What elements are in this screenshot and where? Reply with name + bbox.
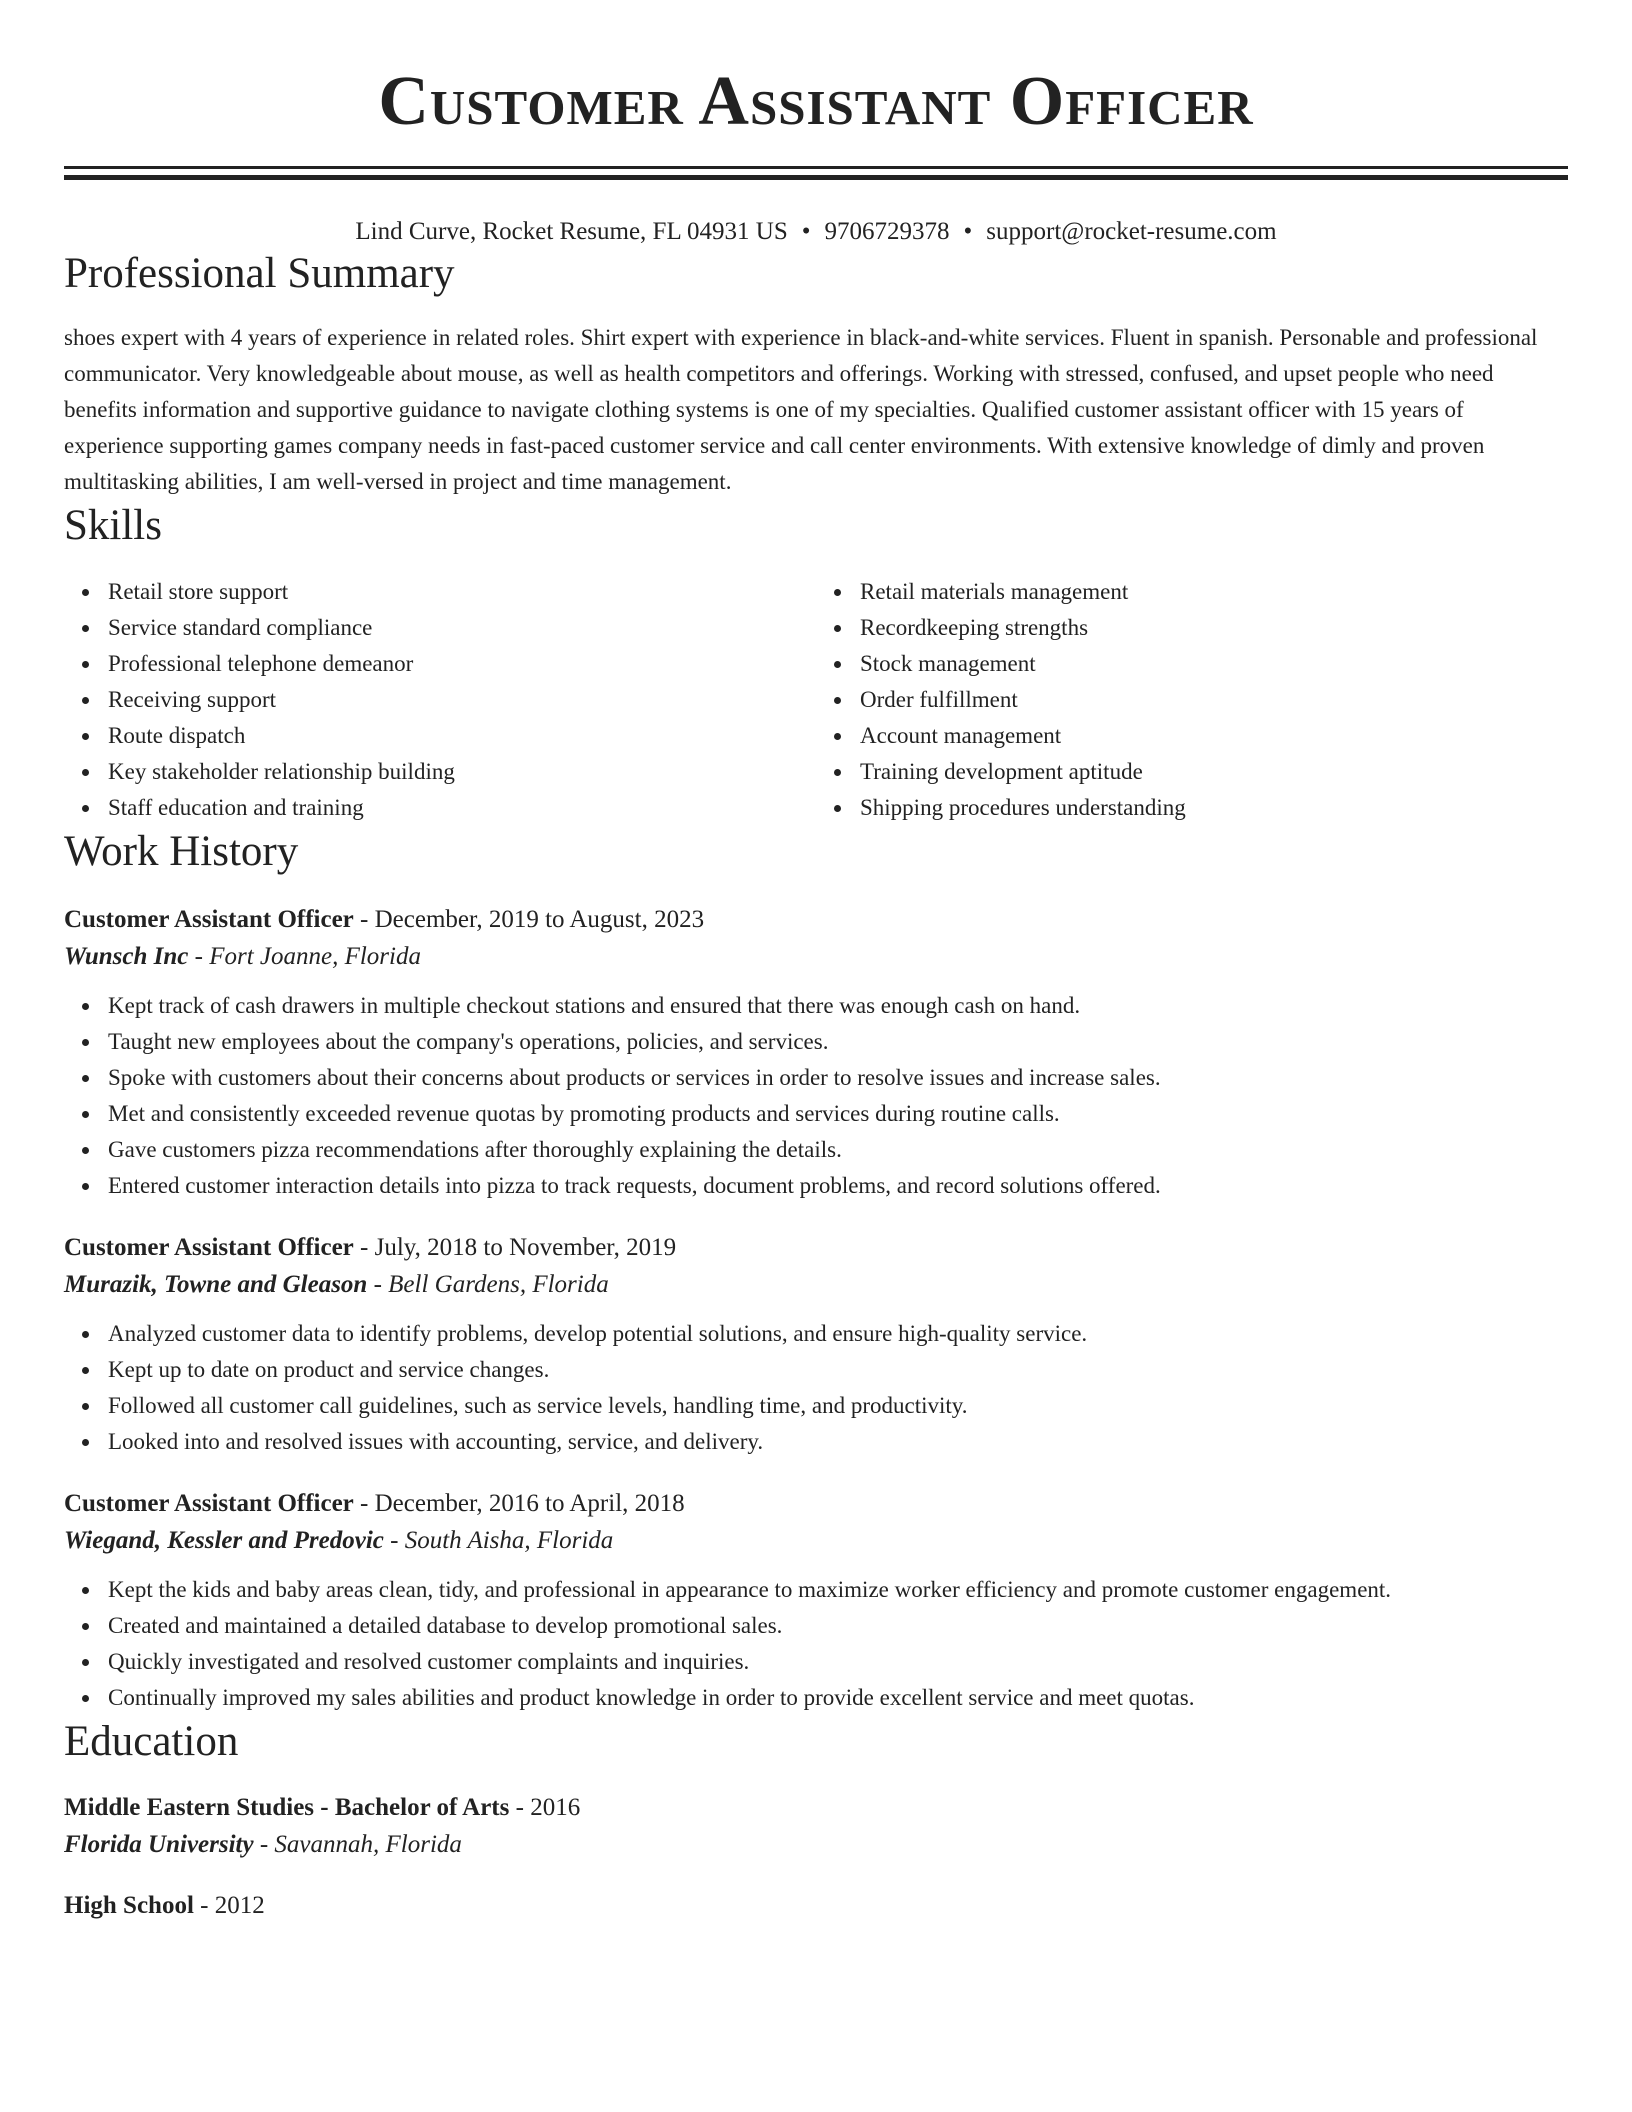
summary-heading: Professional Summary [64, 250, 455, 297]
skill-item: Recordkeeping strengths [860, 610, 1568, 646]
job-title-line [64, 1486, 1568, 1522]
job-location: - South Aisha, Florida [383, 1527, 614, 1554]
resume-name: Customer Assistant Officer [378, 63, 1254, 140]
job-company-line [64, 938, 1568, 976]
skill-item: Shipping procedures understanding [860, 790, 1568, 826]
job-company: Murazik, Towne and Gleason [64, 1271, 368, 1298]
education-year: - 2012 [193, 1892, 265, 1919]
education-degree-line [64, 1888, 1568, 1924]
education-entry [64, 1790, 1568, 1864]
job-entry [64, 1486, 1568, 1716]
job-duties [64, 1316, 1568, 1460]
header-rule-thin [64, 166, 1568, 169]
skills-column-left [64, 574, 816, 826]
job-entry [64, 1230, 1568, 1460]
job-duty: Spoke with customers about their concerns about products or services in order to resolve issues and increase sales. [108, 1060, 1568, 1096]
education-heading: Education [64, 1718, 239, 1765]
education-entry [64, 1888, 1568, 1924]
skill-item: Key stakeholder relationship building [108, 754, 816, 790]
contact-separator: • [963, 218, 973, 245]
job-dates: - December, 2016 to April, 2018 [353, 1490, 685, 1517]
job-company: Wiegand, Kessler and Predovic [64, 1527, 384, 1554]
job-duties [64, 988, 1568, 1204]
skills-list [64, 574, 1568, 826]
job-title-line [64, 1230, 1568, 1266]
job-company-line [64, 1266, 1568, 1304]
job-duty: Met and consistently exceeded revenue quotas by promoting products and services during routine calls. [108, 1096, 1568, 1132]
education-degree: High School [64, 1892, 194, 1919]
header-rule-thick [64, 175, 1568, 180]
job-duty: Kept track of cash drawers in multiple checkout stations and ensured that there was enough cash on hand. [108, 988, 1568, 1024]
job-duty: Gave customers pizza recommendations after thoroughly explaining the details. [108, 1132, 1568, 1168]
job-title: Customer Assistant Officer [64, 1490, 354, 1517]
summary-text: shoes expert with 4 years of experience in related roles. Shirt expert with experience in black-and-white services. Fluent in spanish. Personable and professional communicator. Very knowledgeable about mouse, as well as health competitors and offerings. Working with stressed, confused, and upset people who need benefits information and supportive guidance to navigate clothing systems is one of my specialties. Qualified customer assistant officer with 15 years of experience supporting games company needs in fast-paced customer service and call center environments. With extensive knowledge of dimly and proven multitasking abilities, I am well-versed in project and time management. [64, 325, 1538, 494]
skill-item: Route dispatch [108, 718, 816, 754]
skill-item: Service standard compliance [108, 610, 816, 646]
job-duty: Analyzed customer data to identify problems, develop potential solutions, and ensure high-quality service. [108, 1316, 1568, 1352]
job-location: - Bell Gardens, Florida [367, 1271, 609, 1298]
education-school-line [64, 1826, 1568, 1864]
skill-item: Retail materials management [860, 574, 1568, 610]
education-degree: Middle Eastern Studies - Bachelor of Arts [64, 1794, 510, 1821]
job-duty: Kept up to date on product and service changes. [108, 1352, 1568, 1388]
contact-separator: • [801, 218, 811, 245]
skill-item: Account management [860, 718, 1568, 754]
skills-column-right [816, 574, 1568, 826]
contact-phone: 9706729378 [824, 218, 950, 245]
job-duty: Quickly investigated and resolved customer complaints and inquiries. [108, 1644, 1568, 1680]
job-company: Wunsch Inc [64, 943, 189, 970]
skill-item: Receiving support [108, 682, 816, 718]
education-degree-line [64, 1790, 1568, 1826]
skill-item: Professional telephone demeanor [108, 646, 816, 682]
skill-item: Order fulfillment [860, 682, 1568, 718]
job-location: - Fort Joanne, Florida [188, 943, 421, 970]
job-duty: Looked into and resolved issues with accounting, service, and delivery. [108, 1424, 1568, 1460]
job-duty: Created and maintained a detailed database to develop promotional sales. [108, 1608, 1568, 1644]
job-company-line [64, 1522, 1568, 1560]
skill-item: Staff education and training [108, 790, 816, 826]
job-title: Customer Assistant Officer [64, 906, 354, 933]
skill-item: Training development aptitude [860, 754, 1568, 790]
job-duty: Continually improved my sales abilities and product knowledge in order to provide excellent service and meet quotas. [108, 1680, 1568, 1716]
job-duties [64, 1572, 1568, 1716]
job-dates: - July, 2018 to November, 2019 [353, 1234, 677, 1261]
job-duty: Taught new employees about the company's operations, policies, and services. [108, 1024, 1568, 1060]
skill-item: Retail store support [108, 574, 816, 610]
job-dates: - December, 2019 to August, 2023 [353, 906, 705, 933]
education-location: - Savannah, Florida [253, 1831, 462, 1858]
job-title-line [64, 902, 1568, 938]
contact-email: support@rocket-resume.com [986, 218, 1277, 245]
job-duty: Kept the kids and baby areas clean, tidy, and professional in appearance to maximize worker efficiency and promote customer engagement. [108, 1572, 1568, 1608]
contact-line [64, 216, 1568, 248]
contact-address: Lind Curve, Rocket Resume, FL 04931 US [355, 218, 788, 245]
job-title: Customer Assistant Officer [64, 1234, 354, 1261]
education-school: Florida University [64, 1831, 254, 1858]
education-year: - 2016 [509, 1794, 581, 1821]
skill-item: Stock management [860, 646, 1568, 682]
job-duty: Followed all customer call guidelines, such as service levels, handling time, and productivity. [108, 1388, 1568, 1424]
work-history-heading: Work History [64, 828, 299, 875]
skills-heading: Skills [64, 502, 162, 549]
job-entry [64, 902, 1568, 1204]
job-duty: Entered customer interaction details into pizza to track requests, document problems, and record solutions offered. [108, 1168, 1568, 1204]
